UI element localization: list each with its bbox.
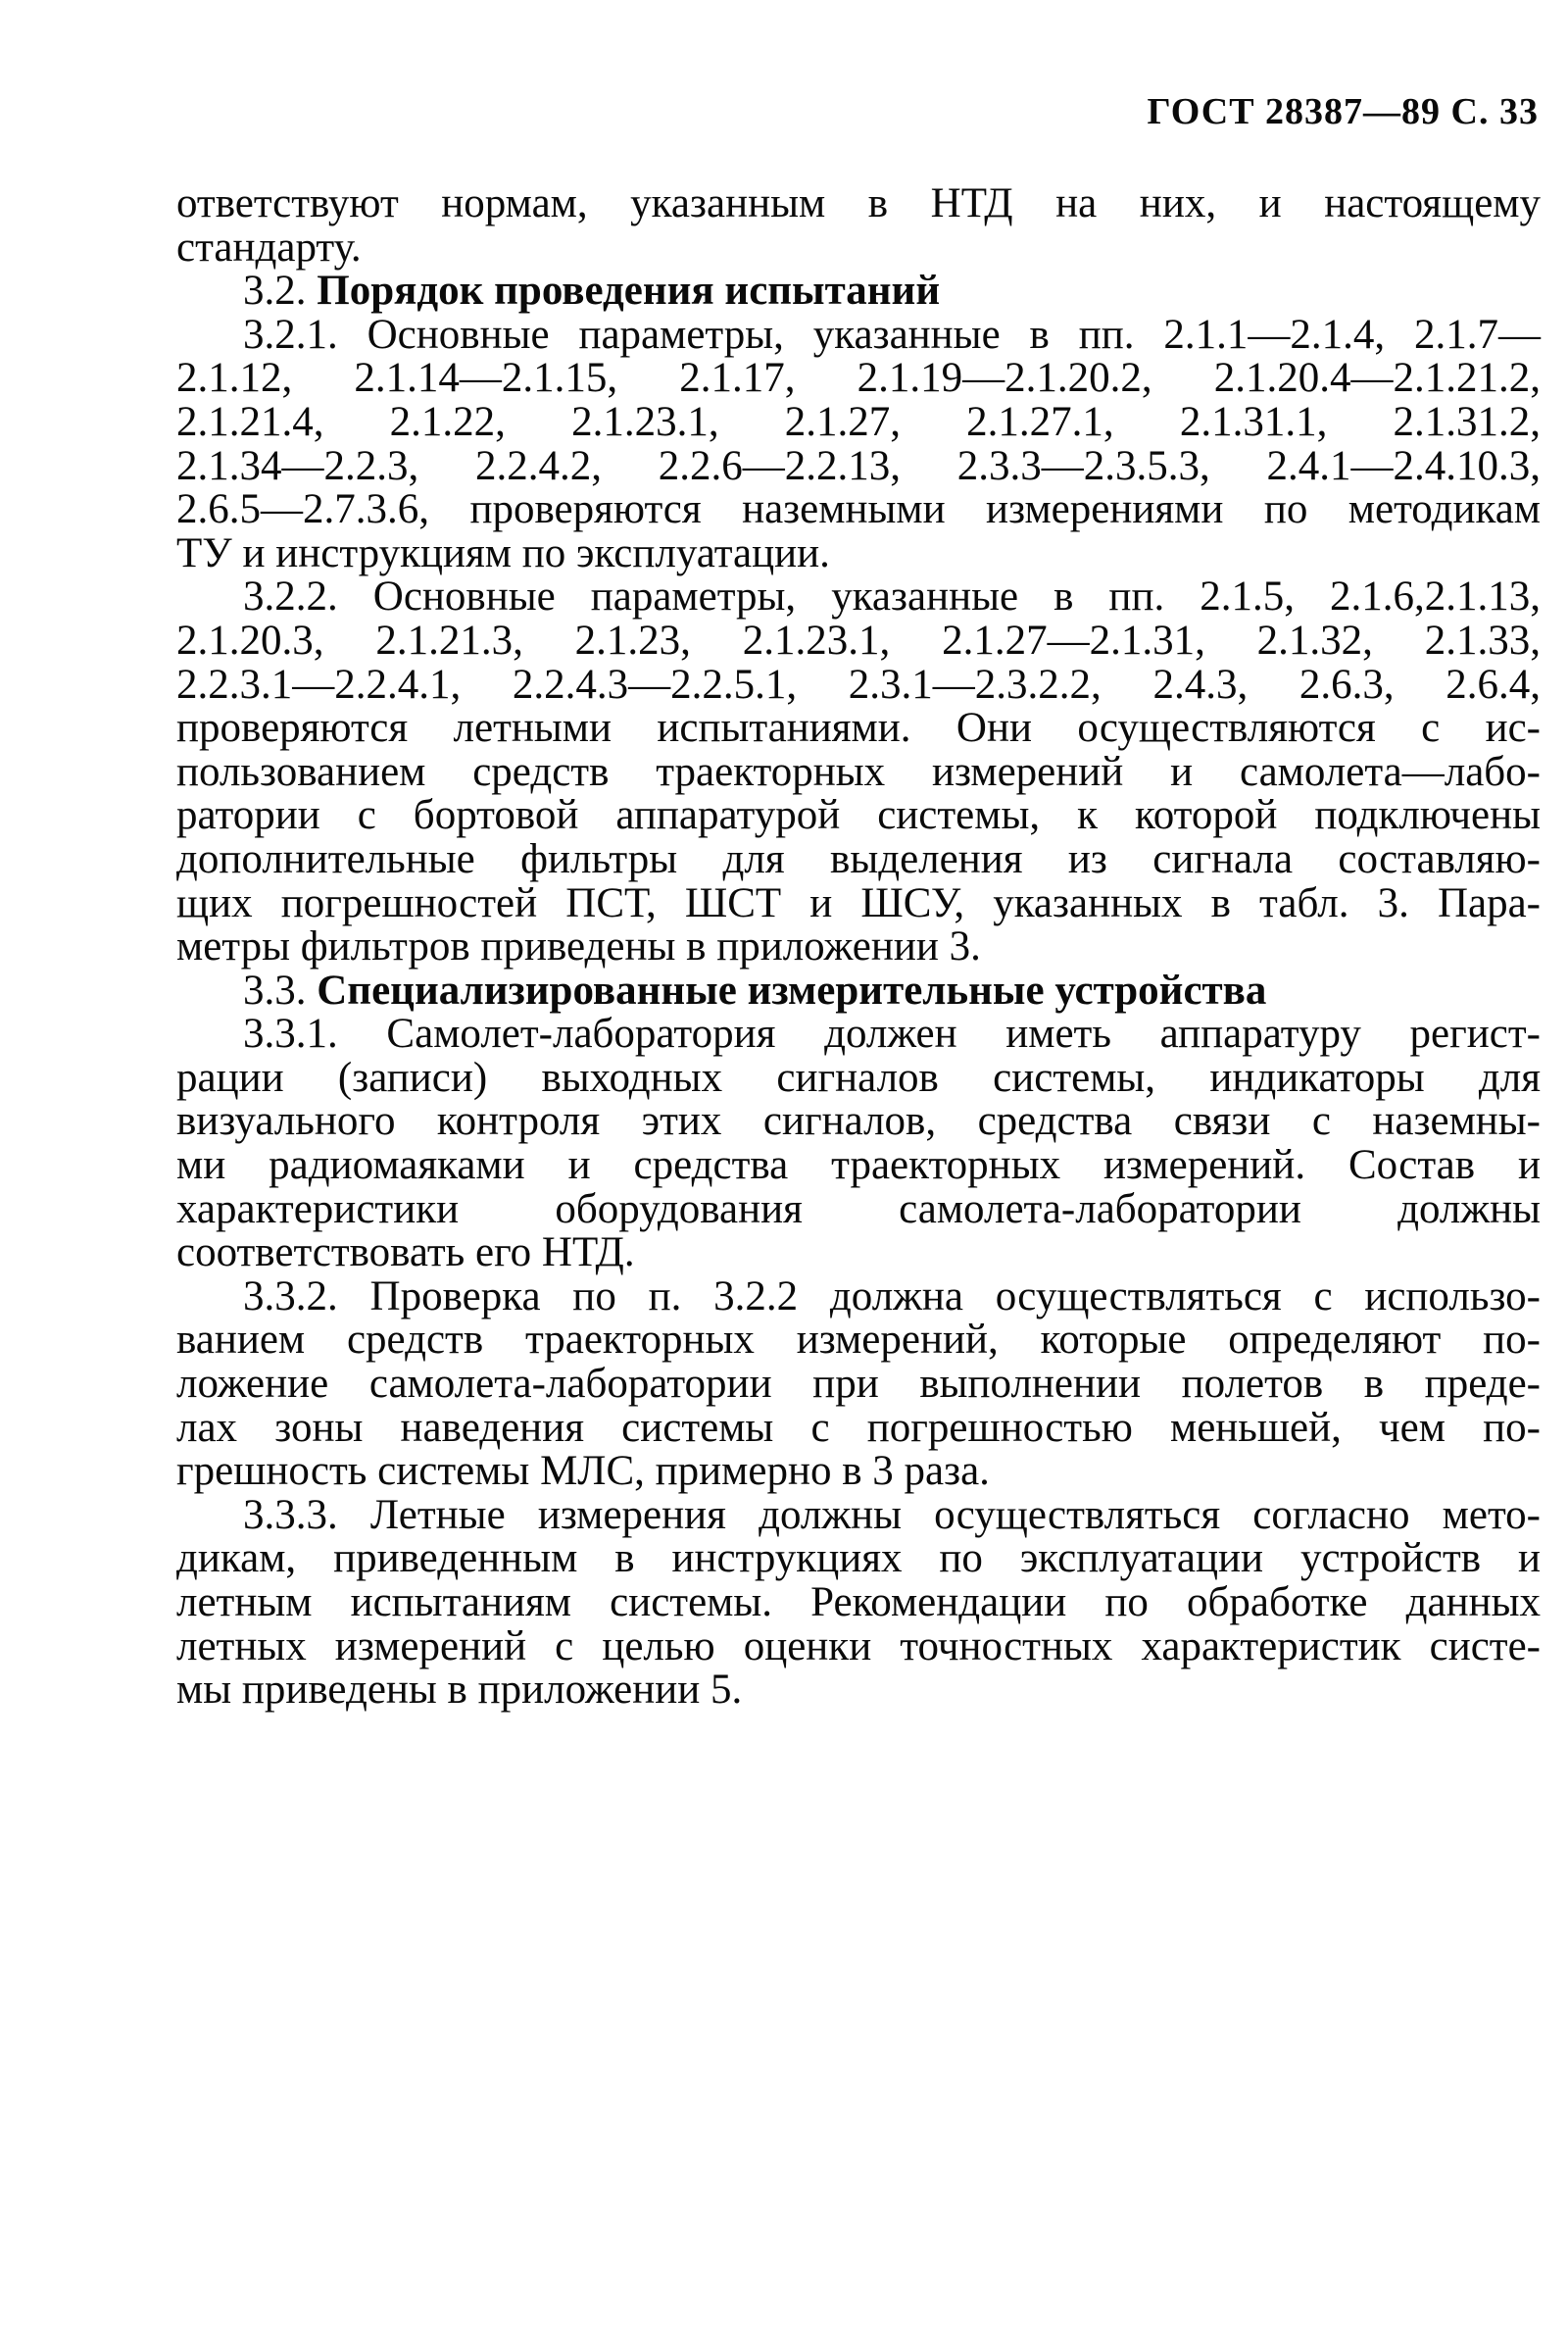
section-heading-3-2 [176, 270, 1541, 314]
text-line: 2.1.21.4, 2.1.22, 2.1.23.1, 2.1.27, 2.1.27.1, 2.1.31.1, 2.1.31.2, [176, 398, 1541, 445]
text-line: дикам, приведенным в инструкциях по эксплуатации устройств и [176, 1535, 1541, 1582]
text-line: летных измерений с целью оценки точностных характеристик систе- [176, 1622, 1541, 1669]
section-title: Порядок проведения испытаний [317, 268, 941, 315]
text-line: 2.1.12, 2.1.14—2.1.15, 2.1.17, 2.1.19—2.1.20.2, 2.1.20.4—2.1.21.2, [176, 355, 1541, 402]
text-line: ТУ и инструкциям по эксплуатации. [176, 529, 830, 576]
paragraph-3-3-3-start: 3.3.3. Летные измерения должны осуществляться согласно мето- [243, 1491, 1541, 1538]
text-line: стандарту. [176, 224, 362, 271]
text-line: лах зоны наведения системы с погрешностью меньшей, чем по- [176, 1404, 1541, 1451]
text-line: ложение самолета-лаборатории при выполнении полетов в преде- [176, 1361, 1541, 1408]
text-line: соответствовать его НТД. [176, 1229, 635, 1276]
text-line: 2.6.5—2.7.3.6, проверяются наземными измерениями по методикам [176, 486, 1541, 533]
text-line: летным испытаниям системы. Рекомендации по обработке данных [176, 1579, 1541, 1625]
text-line: ратории с бортовой аппаратурой системы, к которой подключены [176, 792, 1541, 839]
text-line: рации (записи) выходных сигналов системы, индикаторы для [176, 1054, 1541, 1101]
text-line: ми радиомаяками и средства траекторных измерений. Состав и [176, 1142, 1541, 1189]
text-line: щих погрешностей ПСТ, ШСТ и ШСУ, указанных в табл. 3. Пара- [176, 879, 1541, 926]
document-body [176, 182, 1541, 1713]
text-line: 2.1.34—2.2.3, 2.2.4.2, 2.2.6—2.2.13, 2.3.3—2.3.5.3, 2.4.1—2.4.10.3, [176, 442, 1541, 489]
text-line: мы приведены в приложении 5. [176, 1667, 743, 1714]
text-line: ванием средств траекторных измерений, которые определяют по- [176, 1317, 1541, 1364]
text-line: визуального контроля этих сигналов, средства связи с наземны- [176, 1098, 1541, 1145]
page-header: ГОСТ 28387—89 С. 33 [1147, 91, 1539, 132]
paragraph-3-3-1-start: 3.3.1. Самолет-лаборатория должен иметь аппаратуру регист- [243, 1011, 1541, 1058]
text-line: пользованием средств траекторных измерений и самолета—лабо- [176, 748, 1541, 795]
section-number: 3.3. [243, 967, 307, 1014]
section-title: Специализированные измерительные устройства [317, 967, 1267, 1014]
text-line: дополнительные фильтры для выделения из сигнала составляю- [176, 835, 1541, 882]
text-line: проверяются летными испытаниями. Они осуществляются с ис- [176, 705, 1541, 752]
text-line: 2.1.20.3, 2.1.21.3, 2.1.23, 2.1.23.1, 2.1.27—2.1.31, 2.1.32, 2.1.33, [176, 617, 1541, 664]
text-line: 2.2.3.1—2.2.4.1, 2.2.4.3—2.2.5.1, 2.3.1—2.3.2.2, 2.4.3, 2.6.3, 2.6.4, [176, 661, 1541, 708]
text-line: характеристики оборудования самолета-лаборатории должны [176, 1185, 1541, 1232]
text-line: ответствуют нормам, указанным в НТД на них, и настоящему [176, 180, 1541, 226]
text-line: метры фильтров приведены в приложении 3. [176, 923, 981, 971]
text-line: грешность системы МЛС, примерно в 3 раза. [176, 1448, 990, 1495]
section-heading-3-3 [176, 967, 1541, 1014]
section-number: 3.2. [243, 268, 307, 315]
paragraph-3-2-1-start: 3.2.1. Основные параметры, указанные в пп. 2.1.1—2.1.4, 2.1.7— [243, 311, 1541, 358]
paragraph-3-2-2-start: 3.2.2. Основные параметры, указанные в пп. 2.1.5, 2.1.6,2.1.13, [243, 573, 1541, 621]
paragraph-3-3-2-start: 3.3.2. Проверка по п. 3.2.2 должна осуществляться с использо- [243, 1272, 1541, 1319]
